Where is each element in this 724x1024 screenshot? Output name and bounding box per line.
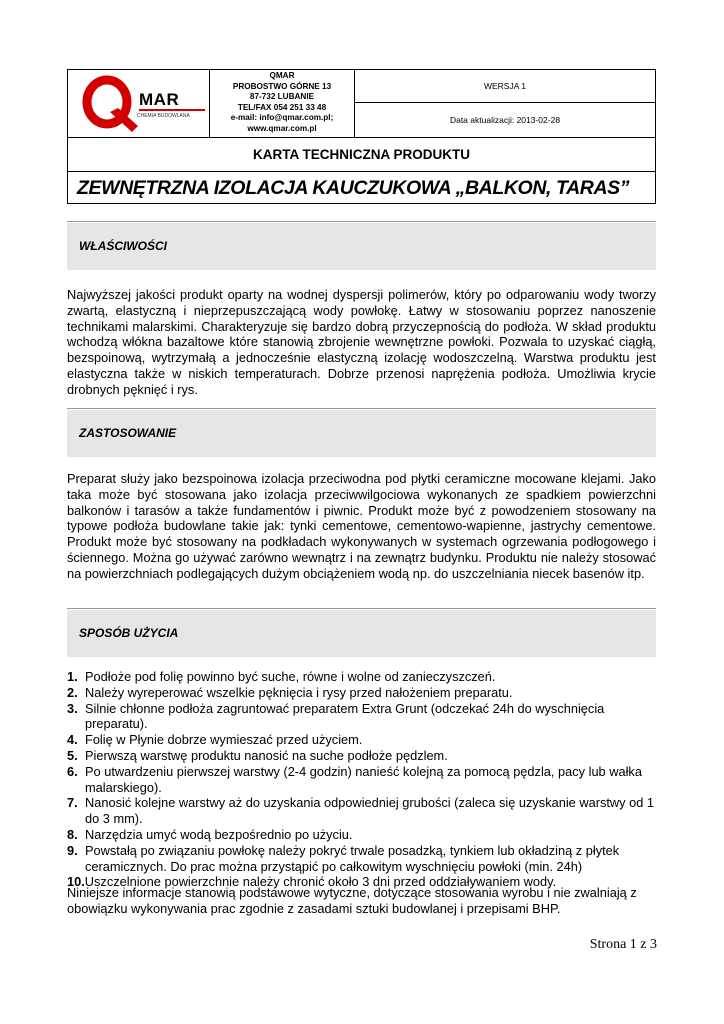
section-heading-usage: SPOSÓB UŻYCIA <box>67 610 656 657</box>
step-text: Pierwszą warstwę produktu nanosić na suche podłoże pędzlem. <box>85 747 448 763</box>
step-text: Nanosić kolejne warstwy aż do uzyskania odpowiedniej grubości (zaleca się uzyskanie warstwy od 1 do 3 mm). <box>85 795 655 827</box>
list-item <box>67 748 656 764</box>
step-text: Narzędzia umyć wodą bezpośrednio po użyciu. <box>85 826 353 842</box>
address-city: 87-732 LUBANIE <box>249 92 315 102</box>
list-item <box>67 685 656 701</box>
header-top-row <box>68 70 655 138</box>
step-number: 5. <box>67 747 78 763</box>
step-text: Folię w Płynie dobrze wymieszać przed użyciem. <box>85 732 363 748</box>
document-type: KARTA TECHNICZNA PRODUKTU <box>68 138 655 172</box>
logo-subtitle: CHEMIA BUDOWLANA <box>137 113 190 119</box>
section-divider <box>67 608 656 609</box>
logo-brand-text: MAR <box>139 90 180 109</box>
company-address <box>210 70 355 137</box>
list-item <box>67 827 656 843</box>
product-title: ZEWNĘTRZNA IZOLACJA KAUCZUKOWA „BALKON, TARAS” <box>77 177 630 199</box>
step-number: 6. <box>67 763 78 779</box>
phone-fax: TEL/FAX 054 251 33 48 <box>237 102 327 112</box>
step-text: Silnie chłonne podłoża zagruntować preparatem Extra Grunt (odczekać 24h do wyschnięcia preparatu). <box>85 700 605 732</box>
step-text: Należy wyreperować wszelkie pęknięcia i rysy przed nałożeniem preparatu. <box>85 684 513 700</box>
list-item <box>67 795 656 827</box>
version-label: WERSJA 1 <box>355 70 655 103</box>
header-table <box>67 69 656 204</box>
list-item <box>67 701 656 733</box>
address-street: PROBOSTWO GÓRNE 13 <box>232 81 332 91</box>
step-text: Podłoże pod folię powinno być suche, równe i wolne od zanieczyszczeń. <box>85 669 496 684</box>
section-divider <box>67 408 656 409</box>
step-text: Po utwardzeniu pierwszej warstwy (2-4 godzin) nanieść kolejną za pomocą pędzla, pacy lub wałka malarskiego). <box>85 763 642 795</box>
step-number: 8. <box>67 826 78 842</box>
section-divider <box>67 221 656 222</box>
step-number: 1. <box>67 669 78 684</box>
company-name: QMAR <box>269 71 295 80</box>
step-number: 10. <box>67 874 85 890</box>
page-number: Strona 1 z 3 <box>589 937 657 952</box>
list-item <box>67 669 656 685</box>
list-item <box>67 732 656 748</box>
closing-note: Niniejsze informacje stanowią podstawowe wytyczne, dotyczące stosowania wyrobu i nie zwalniają z obowiązku wykonywania prac zgodnie z zasadami sztuki budowlanej i przepisami BHP. <box>67 885 637 916</box>
properties-text: Najwyższej jakości produkt oparty na wodnej dyspersji polimerów, który po odparowaniu wody tworzy zwartą, elastyczną i nieprzepuszczającą wody powłokę. Łatwy w stosowaniu poprzez nanoszenie technikami malarskimi. Charakteryzuje się bardzo dobrą przyczepnością do podłoża. W skład produktu wchodzą włókna bazaltowe które stanowią zbrojenie wewnętrzne powłoki. Pozwala to uzyskać ciągłą, bezspoinową, wytrzymałą a jednocześnie elastyczną izolację wodoszczelną. Warstwa produktu jest elastyczna także w niskich temperaturach. Dobrze przenosi naprężenia podłoża. Umożliwia krycie drobnych pęknięć i rys. <box>67 287 656 397</box>
company-logo <box>68 70 210 137</box>
list-item <box>67 843 656 875</box>
step-number: 2. <box>67 684 78 700</box>
usage-steps-list <box>67 669 656 890</box>
email: e-mail: info@qmar.com.pl; <box>230 113 334 123</box>
step-text: Uszczelnione powierzchnie należy chronić około 3 dni przed oddziaływaniem wody. <box>84 874 557 890</box>
application-text: Preparat służy jako bezspoinowa izolacja przeciwodna pod płytki ceramiczne mocowane klejami. Jako taka może być stosowana jako izolacja przeciwwilgociowa wykonanych ze spadkiem powierzchni balkonów i tarasów a także fundamentów i piwnic. Produkt może być z powodzeniem stosowany na typowe podłoża budowlane takie jak: tynki cementowe, cementowo-wapienne, jastrychy cementowe. Produkt może być stosowany na podkładach wykonywanych w systemach ogrzewania podłogowego i ściennego. Można go używać zarówno wewnątrz i na zewnątrz budynku. Produktu nie należy stosować na powierzchniach podlegających dużym obciążeniem wodą np. do uszczelniania niecek basenów itp. <box>67 471 656 581</box>
step-number: 3. <box>67 700 78 716</box>
step-number: 7. <box>67 795 78 811</box>
list-item <box>67 764 656 796</box>
website: www.qmar.com.pl <box>247 123 317 133</box>
update-date: Data aktualizacji: 2013-02-28 <box>449 115 561 125</box>
section-heading-properties: WŁAŚCIWOŚCI <box>67 223 656 270</box>
step-text: Powstałą po związaniu powłokę należy pokryć trwale posadzką, tynkiem lub okładziną z płytek ceramicznych. Do prac można przystąpić po całkowitym wyschnięciu powłoki (min. 24h) <box>85 842 620 874</box>
q-logo-icon <box>80 74 140 134</box>
step-number: 9. <box>67 842 78 858</box>
step-number: 4. <box>67 732 78 748</box>
section-heading-application: ZASTOSOWANIE <box>67 410 656 457</box>
logo-underline <box>139 109 205 111</box>
